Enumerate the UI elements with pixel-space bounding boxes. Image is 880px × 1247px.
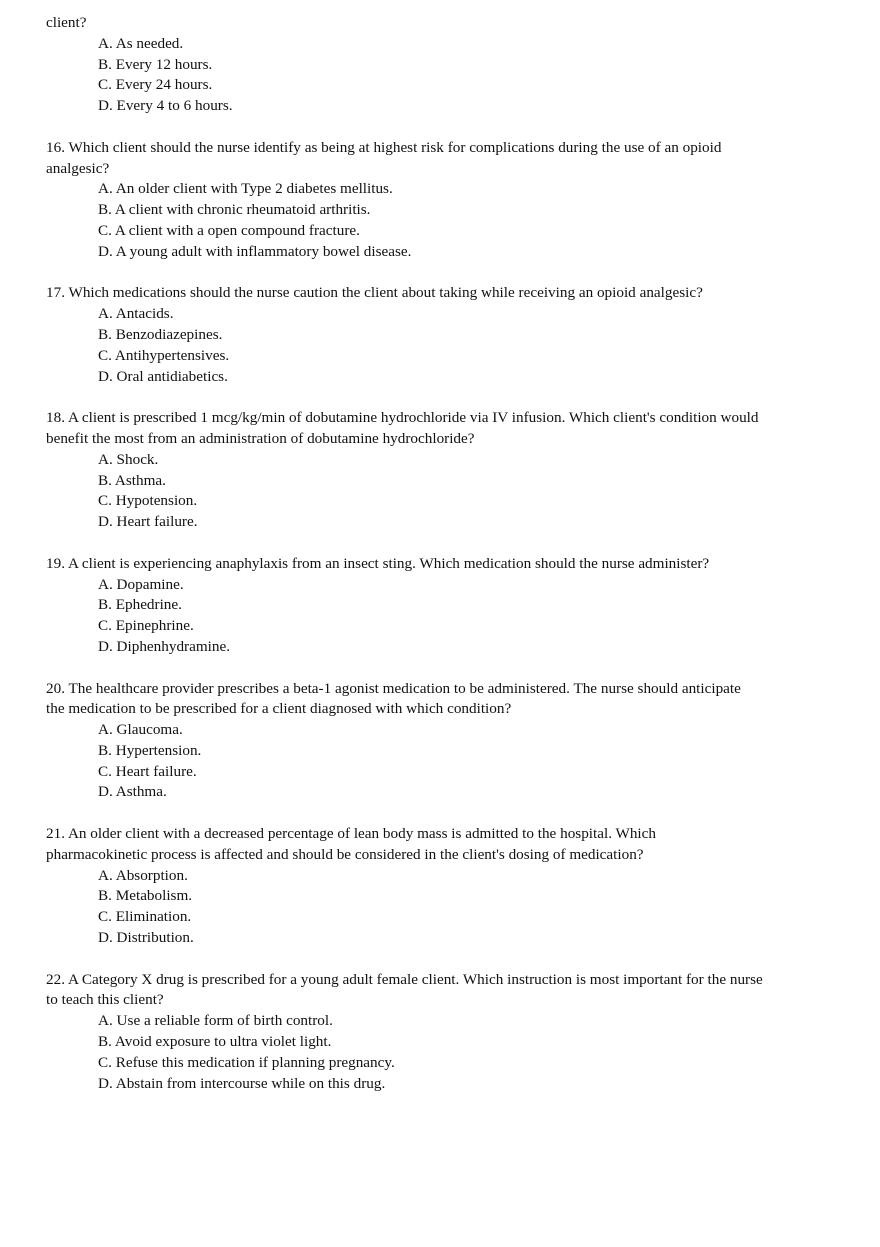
document-page bbox=[46, 13, 836, 1094]
option-d: D. Heart failure. bbox=[98, 513, 198, 531]
option-b: B. Asthma. bbox=[98, 471, 166, 489]
option-b: B. Ephedrine. bbox=[98, 596, 182, 614]
option-a: A. As needed. bbox=[98, 34, 184, 52]
question-stem-line: analgesic? bbox=[46, 159, 110, 177]
question-stem-line: the medication to be prescribed for a client diagnosed with which condition? bbox=[46, 700, 512, 718]
question-stem-tail: client? bbox=[46, 14, 87, 31]
question-20 bbox=[46, 679, 836, 804]
question-stem-line: 17. Which medications should the nurse caution the client about taking while receiving an opioid analgesic? bbox=[46, 284, 703, 302]
option-c: C. Epinephrine. bbox=[98, 617, 194, 635]
option-a: A. Antacids. bbox=[98, 305, 174, 323]
option-d: D. Diphenhydramine. bbox=[98, 637, 231, 655]
option-d: D. Distribution. bbox=[98, 929, 194, 947]
option-a: A. Use a reliable form of birth control. bbox=[98, 1012, 333, 1030]
question-stem-line: 22. A Category X drug is prescribed for a young adult female client. Which instruction is most important for the nurse bbox=[46, 970, 763, 988]
question-stem-line: pharmacokinetic process is affected and should be considered in the client's dosing of medication? bbox=[46, 845, 644, 863]
option-c: C. Refuse this medication if planning pregnancy. bbox=[98, 1053, 395, 1071]
option-d: D. Asthma. bbox=[98, 783, 167, 801]
option-b: B. A client with chronic rheumatoid arthritis. bbox=[98, 201, 371, 219]
option-d: D. Oral antidiabetics. bbox=[98, 367, 228, 385]
question-stem-line: benefit the most from an administration of dobutamine hydrochloride? bbox=[46, 429, 475, 447]
option-a: A. Absorption. bbox=[98, 866, 188, 884]
option-d: D. A young adult with inflammatory bowel disease. bbox=[98, 242, 412, 260]
option-c: C. A client with a open compound fracture. bbox=[98, 221, 360, 239]
option-d: D. Every 4 to 6 hours. bbox=[98, 97, 233, 115]
question-18 bbox=[46, 408, 836, 533]
question-stem-line: to teach this client? bbox=[46, 991, 164, 1009]
question-22 bbox=[46, 970, 836, 1095]
option-b: B. Every 12 hours. bbox=[98, 55, 213, 73]
option-b: B. Hypertension. bbox=[98, 741, 202, 759]
question-stem-line: 21. An older client with a decreased percentage of lean body mass is admitted to the hospital. Which bbox=[46, 825, 656, 843]
question-stem-line: 16. Which client should the nurse identify as being at highest risk for complications during the use of an opioid bbox=[46, 138, 722, 156]
question-stem-line: 18. A client is prescribed 1 mcg/kg/min of dobutamine hydrochloride via IV infusion. Which client's condition would bbox=[46, 409, 759, 427]
option-b: B. Metabolism. bbox=[98, 887, 193, 905]
option-c: C. Elimination. bbox=[98, 908, 192, 926]
question-21 bbox=[46, 824, 836, 949]
option-a: A. Glaucoma. bbox=[98, 721, 183, 739]
question-15-continuation bbox=[46, 13, 836, 117]
option-a: A. Dopamine. bbox=[98, 575, 184, 593]
question-16 bbox=[46, 138, 836, 263]
question-17 bbox=[46, 283, 836, 387]
option-c: C. Hypotension. bbox=[98, 492, 198, 510]
option-b: B. Benzodiazepines. bbox=[98, 325, 223, 343]
option-a: A. An older client with Type 2 diabetes mellitus. bbox=[98, 180, 393, 198]
question-stem-line: 20. The healthcare provider prescribes a beta-1 agonist medication to be administered. The nurse should anticipate bbox=[46, 679, 741, 697]
option-c: C. Every 24 hours. bbox=[98, 76, 213, 94]
option-b: B. Avoid exposure to ultra violet light. bbox=[98, 1033, 332, 1051]
option-c: C. Antihypertensives. bbox=[98, 346, 230, 364]
question-stem-line: 19. A client is experiencing anaphylaxis from an insect sting. Which medication should the nurse administer? bbox=[46, 554, 710, 572]
option-d: D. Abstain from intercourse while on this drug. bbox=[98, 1074, 386, 1092]
option-c: C. Heart failure. bbox=[98, 762, 197, 780]
option-a: A. Shock. bbox=[98, 450, 159, 468]
question-19 bbox=[46, 554, 836, 658]
